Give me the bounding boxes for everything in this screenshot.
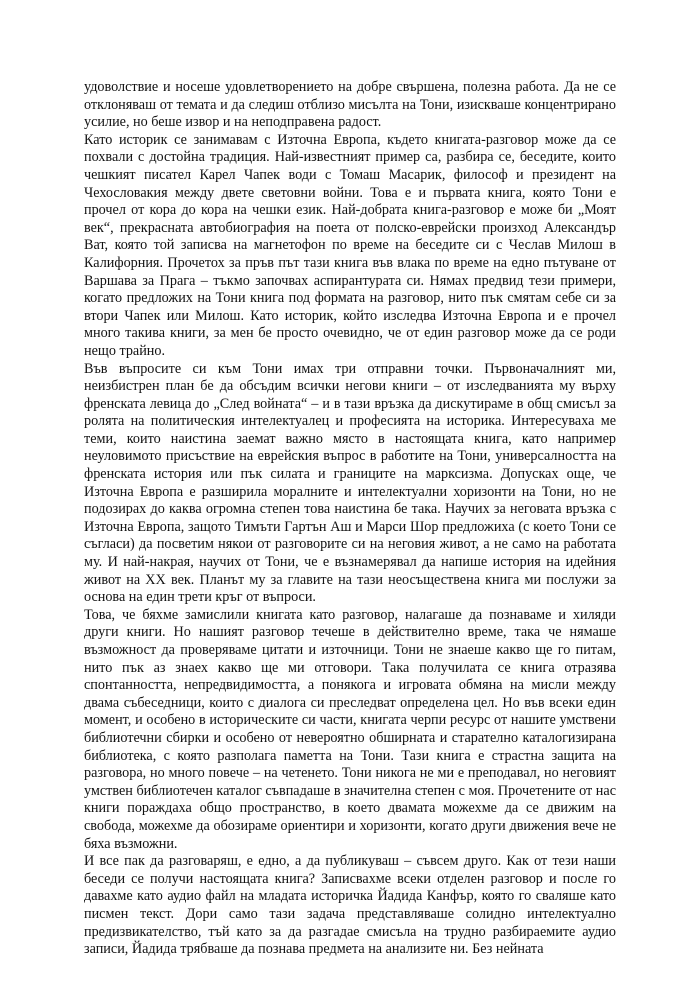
body-text (84, 79, 616, 959)
paragraph-3: Във въпросите си към Тони имах три отправни точки. Първоначалният ми, неизбистрен план бе да обсъдим всички негови книги – от изследванията му върху френската левица до „След войната“ – и в тази връзка да дискутираме в общ смисъл за ролята на политическия интелектуалец и професията на историка. Интересуваха ме теми, които наистина заемат важно място в настоящата книга, като например неуловимото присъствие на еврейския въпрос в работите на Тони, универсалността на френската история или пък силата и границите на марксизма. Допусках още, че Източна Европа е разширила моралните и интелектуални хоризонти на Тони, но не подозирах до каква огромна степен това наистина бе така. Научих за неговата връзка с Източна Европа, защото Тимъти Гартън Аш и Марси Шор предложиха (с което Тони се съгласи) да посветим някои от разговорите си на неговия живот, а не само на работата му. И най-накрая, научих от Тони, че е възнамерявал да напише история на идейния живот на XX век. Планът му за главите на тази неосъществена книга ми послужи за основа на един трети кръг от въпроси. (84, 360, 616, 606)
paragraph-4: Това, че бяхме замислили книгата като разговор, налагаше да познаваме и хиляди други книги. Но нашият разговор течеше в действително време, така че нямаше възможност да проверяваме цитати и източници. Тони не знаеше какво ще го питам, нито пък аз знаех какво ще ми отговори. Така получилата се книга отразява спонтанността, непредвидимостта, а понякога и игровата обмяна на мисли между двама събеседници, които с диалога си преследват определена цел. Но във всеки един момент, и особено в историческите си части, книгата черпи ресурс от нашите умствени библиотечни сбирки и особено от невероятно обширната и старателно каталогизирана библиотека, с която разполага паметта на Тони. Тази книга е страстна защита на разговора, но много повече – на четенето. Тони никога не ми е преподавал, но неговият умствен библиотечен каталог съвпадаше в значителна степен с моя. Прочетените от нас книги пораждаха общо пространство, в което двамата можехме да се движим на свобода, можехме да обозираме ориентири и хоризонти, когато други движения вече не бяха възможни. (84, 606, 616, 852)
paragraph-5: И все пак да разговаряш, е едно, а да публикуваш – съвсем друго. Как от тези наши беседи се получи настоящата книга? Записвахме всеки отделен разговор и после го давахме като аудио файл на младата историчка Йадида Канфър, която го сваляше като писмен текст. Дори само тази задача представляваше солидно интелектуално предизвикателство, тъй като за да разгадае смисъла на трудно разбираемите аудио записи, Йадида трябваше да познава предмета на анализите ни. Без нейната (84, 853, 616, 958)
paragraph-1: удоволствие и носеше удовлетворението на добре свършена, полезна работа. Да не се отклоняваш от темата и да следиш отблизо мисълта на Тони, изискваше концентрирано усилие, но беше извор и на неподправена радост. (84, 79, 616, 131)
paragraph-2: Като историк се занимавам с Източна Европа, където книгата-разговор може да се похвали с достойна традиция. Най-известният пример са, разбира се, беседите, които чешкият писател Карел Чапек води с Томаш Масарик, философ и президент на Чехословакия между двете световни войни. Това е и първата книга, която Тони е прочел от кора до кора на чешки език. Най-добрата книга-разговор е може би „Моят век“, прекрасната автобиография на поета от полско-еврейски произход Александър Ват, която той записва на магнетофон по време на беседите си с Чеслав Милош в Калифорния. Прочетох за пръв път тази книга във влака по време на едно пътуване от Варшава за Прага – тъкмо започвах аспирантурата си. Нямах предвид тези примери, когато предложих на Тони книга под формата на разговор, нито пък смятам себе си за втори Чапек или Милош. Като историк, който изследва Източна Европа и е прочел много такива книги, за мен бе просто очевидно, че от един разговор може да се роди нещо трайно. (84, 131, 616, 359)
